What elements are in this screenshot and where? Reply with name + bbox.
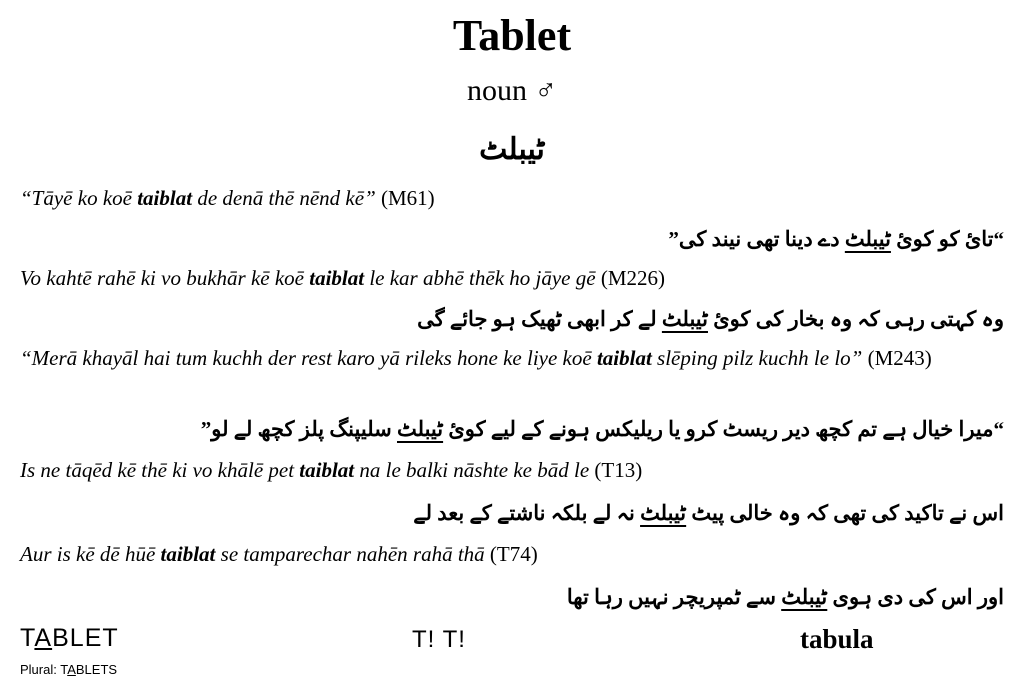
example-reference: (T74)	[484, 542, 538, 566]
footer-word-underlined: A	[34, 624, 53, 652]
example-urdu	[20, 306, 1004, 333]
footer-word-post: BLET	[52, 624, 119, 652]
footer-word	[20, 624, 119, 653]
example-text-pre: Aur is kē dē hūē	[20, 542, 161, 566]
example-keyword: taiblat	[299, 458, 355, 482]
urdu-keyword: ٹیبلٹ	[661, 307, 708, 331]
example-transliteration	[20, 542, 1004, 568]
example-text-post: slēping pilz kuchh le lo”	[651, 346, 863, 370]
example-text-post: se tamparechar nahēn rahā thā	[215, 542, 485, 566]
example-urdu	[20, 226, 1004, 253]
urdu-text-pre: “میرا خیال ہے تم کچھ دیر ریسٹ کرو یا ریلیکس ہونے کے لیے کوئ	[443, 417, 1004, 441]
plural-underlined: A	[67, 662, 76, 677]
example-transliteration	[20, 186, 1004, 212]
example-text-pre: Vo kahtē rahē ki vo bukhār kē koē	[20, 266, 310, 290]
urdu-headword: ٹیبلٹ	[479, 133, 545, 166]
example-urdu	[20, 500, 1004, 527]
example-urdu	[20, 584, 1004, 611]
example-reference: (M61)	[375, 186, 435, 210]
urdu-keyword: ٹیبلٹ	[781, 585, 828, 609]
urdu-keyword: ٹیبلٹ	[844, 227, 891, 251]
example-keyword: taiblat	[309, 266, 365, 290]
urdu-keyword: ٹیبلٹ	[640, 501, 687, 525]
example-text-post: le kar abhē thēk ho jāye gē	[364, 266, 596, 290]
headword: Tablet	[452, 11, 572, 60]
example-text-pre: Is ne tāqēd kē thē ki vo khālē pet	[20, 458, 300, 482]
example-text-pre: “Tāyē ko koē	[20, 186, 138, 210]
example-keyword: taiblat	[596, 346, 652, 370]
urdu-text-pre: اس نے تاکید کی تھی کہ وہ خالی پیٹ	[686, 501, 1004, 525]
example-reference: (M226)	[595, 266, 665, 290]
example-transliteration	[20, 458, 1004, 484]
plural-post: BLETS	[75, 662, 118, 677]
urdu-text-post: سلیپنگ پلز کچھ لے لو”	[200, 417, 397, 441]
urdu-text-post: دے دینا تھی نیند کی”	[668, 227, 845, 251]
example-keyword: taiblat	[160, 542, 216, 566]
urdu-text-pre: اور اس کی دی ہوی	[827, 585, 1004, 609]
urdu-keyword: ٹیبلٹ	[397, 417, 444, 441]
example-text-pre: “Merā khayāl hai tum kuchh der rest karo yā rileks hone ke liye koē	[20, 346, 597, 370]
urdu-text-post: سے ٹمپریچر نہیں رہا تھا	[566, 585, 782, 609]
urdu-text-pre: وہ کہتی رہی کہ وہ بخار کی کوئ	[707, 307, 1004, 331]
plural-label: Plural: T	[20, 662, 68, 677]
urdu-text-post: لے کر ابھی ٹھیک ہو جائے گی	[417, 307, 662, 331]
example-text-post: de denā thē nēnd kē”	[192, 186, 376, 210]
urdu-text-post: نہ لے بلکہ ناشتے کے بعد لے	[413, 501, 641, 525]
urdu-text-pre: “تائ کو کوئ	[890, 227, 1004, 251]
part-of-speech: noun ♂	[467, 74, 557, 107]
example-reference: (T13)	[589, 458, 643, 482]
example-transliteration	[20, 266, 1004, 292]
example-urdu	[20, 416, 1004, 443]
example-transliteration	[20, 346, 1004, 372]
footer-word-pre: T	[20, 624, 35, 652]
example-text-post: na le balki nāshte ke bād le	[354, 458, 590, 482]
example-reference: (M243)	[862, 346, 932, 370]
footer-etymology: tabula	[800, 624, 874, 654]
footer-mnemonic: T! T!	[412, 626, 466, 653]
example-keyword: taiblat	[137, 186, 193, 210]
footer-plural	[20, 662, 117, 677]
